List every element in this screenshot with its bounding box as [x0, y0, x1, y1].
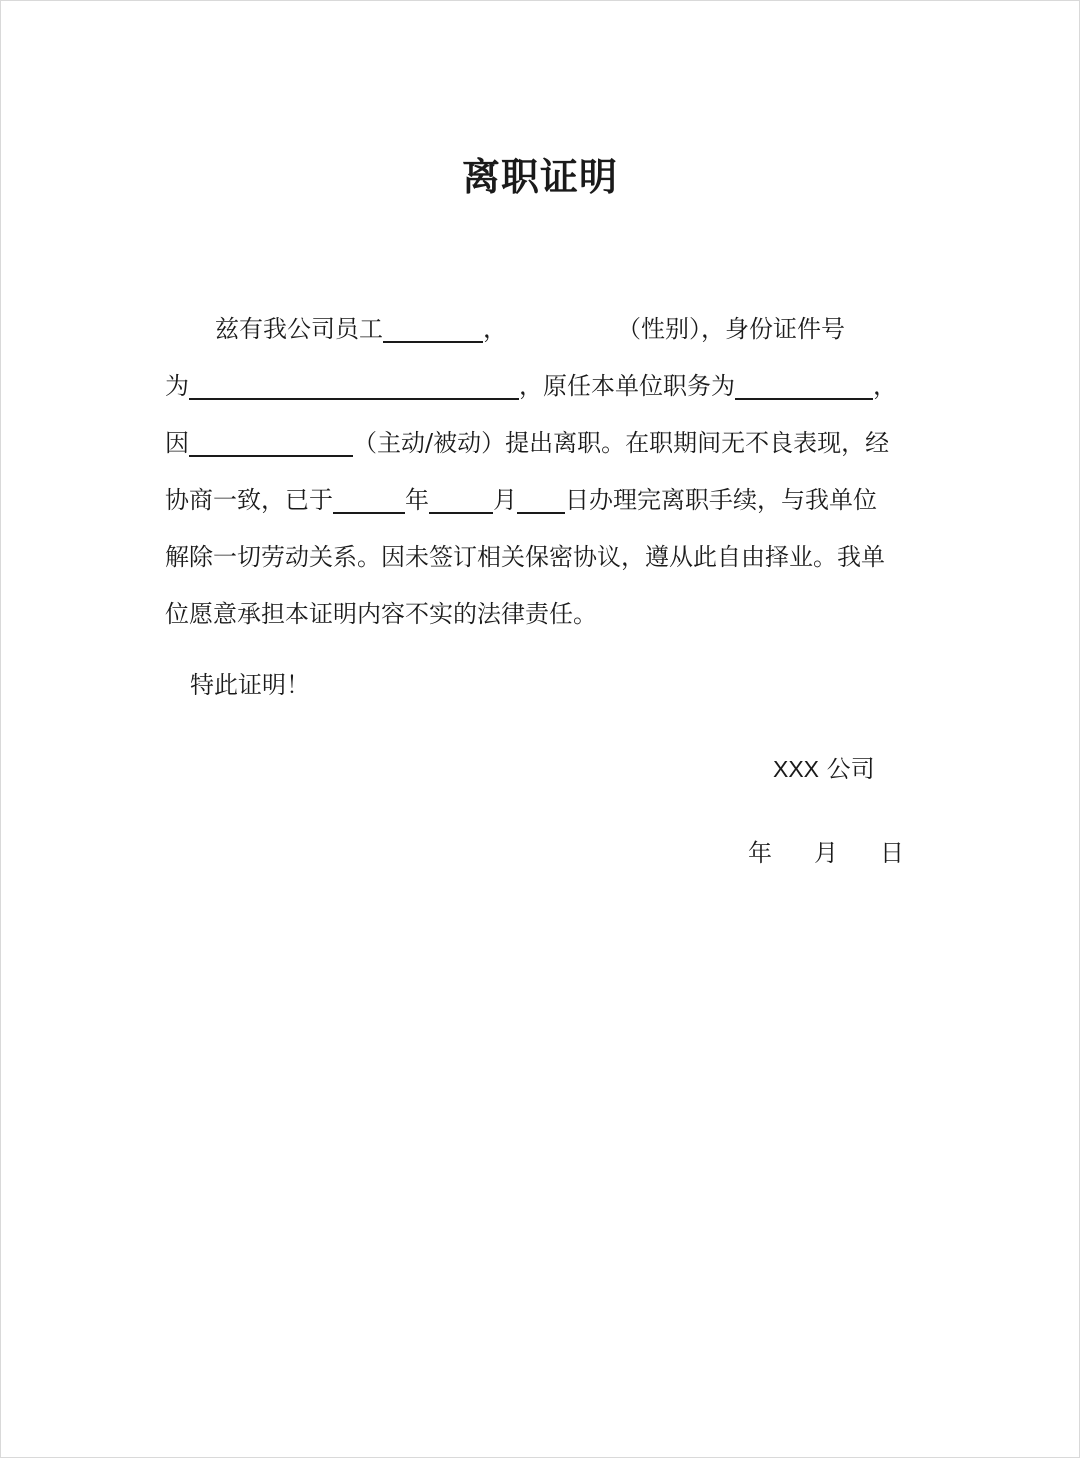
text-segment: 月 [493, 486, 517, 514]
body-line-1 [215, 312, 845, 346]
date-day-label: 日 [880, 839, 904, 867]
blank-month [429, 486, 493, 514]
company-name-suffix: 公司 [826, 755, 875, 783]
blank-reason [189, 429, 353, 457]
text-segment: 因 [165, 429, 189, 457]
date-year-label: 年 [748, 839, 772, 867]
blank-year [333, 486, 405, 514]
company-name-prefix: XXX [773, 756, 820, 782]
body-line-6: 位愿意承担本证明内容不实的法律责任。 [165, 600, 597, 628]
text-segment: ， [873, 372, 897, 400]
text-segment: 为 [165, 372, 189, 400]
text-segment: （主动/被动）提出离职。在职期间无不良表现，经 [353, 429, 890, 457]
blank-id-number [189, 372, 519, 400]
blank-position [735, 372, 873, 400]
text-segment: ， [483, 315, 507, 343]
blank-day [517, 486, 565, 514]
body-line-4 [165, 483, 877, 517]
text-segment: ，原任本单位职务为 [519, 372, 735, 400]
text-segment: 日办理完离职手续，与我单位 [565, 486, 877, 514]
text-segment: 年 [405, 486, 429, 514]
text-segment: （性别），身份证件号 [617, 315, 845, 343]
body-line-2 [165, 369, 897, 403]
company-signature [773, 752, 875, 786]
signature-date [748, 836, 904, 870]
blank-employee-name [383, 315, 483, 343]
body-line-3 [165, 426, 889, 460]
date-month-label: 月 [814, 839, 838, 867]
body-line-5: 解除一切劳动关系。因未签订相关保密协议，遵从此自由择业。我单 [165, 543, 885, 571]
text-segment: 兹有我公司员工 [215, 315, 383, 343]
text-segment: 协商一致，已于 [165, 486, 333, 514]
closing-statement: 特此证明！ [190, 671, 310, 699]
document-title: 离职证明 [461, 155, 618, 199]
